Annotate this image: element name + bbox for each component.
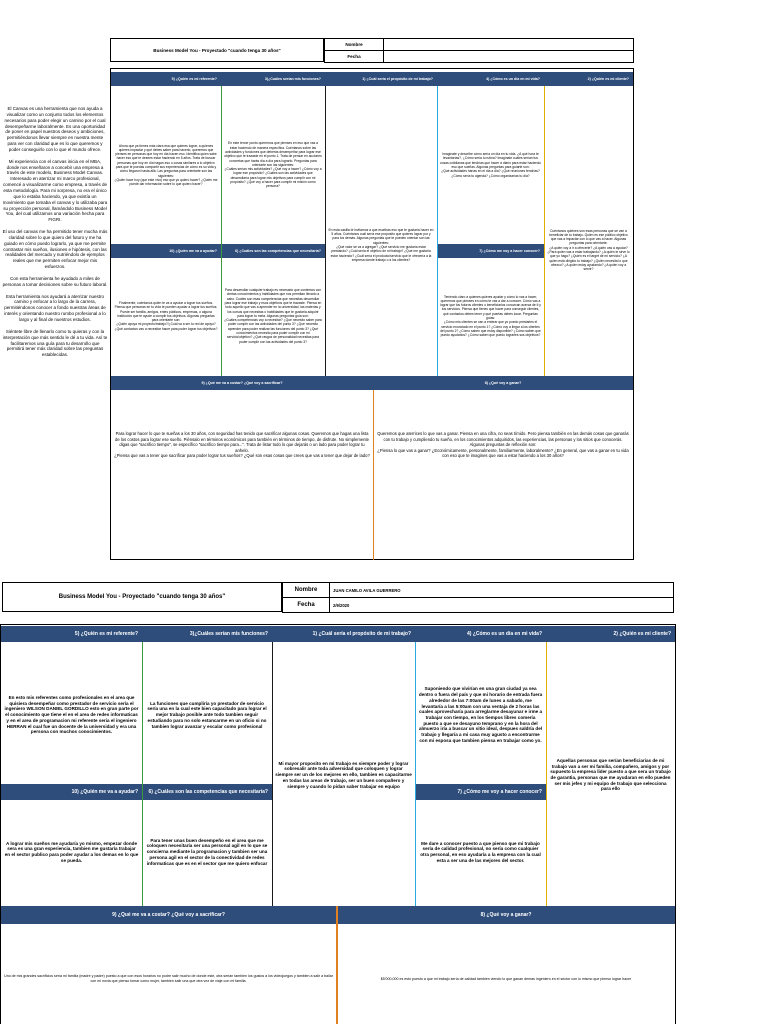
header-conocer: 7) ¿Cómo me voy a hacer conocer? [437, 244, 544, 258]
header-ayuda: 10) ¿Quién me va a ayudar? [111, 244, 221, 258]
filled-header-proposito: 1) ¿Cuál sería el propósito de mi trabajo? [272, 626, 415, 642]
filled-header-conocer: 7) ¿Cómo me voy a hacer conocer? [415, 784, 546, 800]
costo-prompt: Para lograr hacer lo que te sueñas a los 30 años, con seguridad has tenido que sacrificar algunas cosas. Queremos que hagas una lista de los costos para lograr ese sueño. Piénsalo en términos económicos para también en términos de tiempo, de disfrute. No simplemente digas que "sacrifico tiempo", se específico "sacrifico tiempo para...". Trata de listar todo lo que dejarás o un lado para poder lograr tu anhelo. ¿Piensa que vas a tener que sacrificar para poder lograr tus sueños? ¿Qué son esas cosas que crees que vas a tener que dejar de lado? [114, 431, 370, 459]
intro-paragraph: Con esta herramienta he ayudado a miles de personas a tomar decisiones sobre su futuro laboral. [2, 275, 108, 287]
header-cliente: 2) ¿Quién es mi cliente? [544, 72, 633, 86]
filled-title: Business Model You - Proyectado "cuando tenga 30 años" [58, 594, 226, 600]
filled-info-table [282, 582, 674, 613]
ganar-prompt: Queremos que aterrices lo que vas a ganar. Piensa en una cifra, no seas tímido. Pero piensa también en las demás cosas que ganarás con tu trabajo y cumpliendo tu sueño, en los conocimientos adquiridos, las experiencias, las personas y los sitios que conocerás. Algunas preguntas de reflexión son: ¿Piensa lo que vas a ganar? ¿Económicamente, personalmente, familiarmente, laboralmente? ¿En general, que vas a ganar en tu vida con eso que te imagines que vas a estar haciendo a los 30 años? [377, 431, 629, 459]
header-ganar: 8) ¿Qué voy a ganar? [373, 376, 633, 390]
intro-paragraph: Siéntete libre de llenarlo como tu quieras y con la interpretación que más sentido le dé a tu vida. Así te facilitaremos una guía para tu desarrollo que permitirá tener más claridad sobre las preguntas establecidas. [2, 328, 108, 358]
intro-paragraph: Mi experiencia con el canvas inicia en el MBA, donde nos enseñaron a concebir una empresa a través de este modelo, Business Model Canvas. Interesado en aterrizar mi marco profesional, comencé a visualizarme como empresa, a través de esta metodología. Para mi sorpresa, no era el único que lo estaba haciendo, ya que existía un movimiento que tomaba el canvas y lo utilizaba para su proyección personal, llamándolo Business Model You, del cual utilizamos una variación hecha para FIGRI. [2, 158, 108, 223]
header-costo: 9) ¿Qué me va a costar? ¿Qué voy a sacrificar? [111, 376, 373, 390]
dia-answer: Suponiendo que vivirían en una gran ciudad ya sea dentro o fuera del país y que mi horario de entrada fuera alrededor de las 7:00am de lunes a sabado, me levantaría a las 5:00am con una ventaja de 2 horas las cuales aprovecharía para arreglarme desayunar e irme a trabajar con tiempo, en los tiempos libres comería puesto a que se desayuno temprano y en la hora del almuerzo iría a buscar un sitio ideal, despues saldría del trabajo y llegaría a mi casa muy agusto a encontrarme con mi esposa que tambien piensa en trabajar como yo. [418, 686, 543, 743]
filled-fecha-label: Fecha [283, 598, 330, 613]
referente-answer: En esto mis referentes como profesionales en el area que quisiera desempeñar como prestador de servicio sería el ingeniero WILSON DANIEL GORDILLO esto en gran parte por el conocimiento que tiene el en el area de redes informaticas y en el area de programacion mi referente seria el ingeniero HERRAN el cual fue un docente de la universidad y era una persona con muchos conocimientos. [4, 694, 139, 735]
template-title-box [110, 38, 324, 62]
filled-header-costo: 9) ¿Qué me va a costar? ¿Qué voy a sacrificar? [1, 906, 336, 924]
filled-nombre-field[interactable]: JUAN CAMILO AVILA GUERRERO [330, 583, 674, 598]
funciones-prompt: En este tercer punto queremos que pienses en eso que vas a estar haciendo de manera específica. Cuéntanos sobre las actividades y funciones que deberás desempeñar para lograr ese objetivo que te trazaste en el punto 1. Trata de pensar en acciones concretas que harás día a día para lograrlo. Preguntas para orientarte son las siguientes: ¿Cuáles serían mis actividades? ¿Qué voy a hacer? ¿Cómo voy a lograr ese propósito? ¿Cuáles son las actividades que desarrollaría para lograr mis objetivos para cumplir con mi propósito? ¿Qué voy a hacer para cumplir mi misión como persona? [224, 141, 322, 189]
proposito-prompt: En esta casilla te invitamos a que escribas eso que te gustaría hacer en 5 años. Cuéntanos cuál sería ese propósito que quieres lograr por y para los demás. Algunas preguntas que te pueden orientar son las siguientes: ¿Qué valor se va a agregar? ¿Qué servicio me gustaría estar prestando? ¿Cuál sería el objetivo de mi trabajo? ¿Qué me gustaría estar haciendo? ¿Cuál sería el producto/servicio que le ofrecería a la empresa donde trabajo o a los clientes? [328, 227, 434, 262]
template-intro [2, 106, 108, 486]
competencias-prompt: Para desarrollar cualquier trabajo es necesario que contemos con ciertas conocimientos y habilidades que nos permitan llevarlo a cabo. Cuáles son esas competencias que necesitas desarrollar para lograr ese trabajo y esos objetivos que te trazaste. Piensa en todo aquello que vas a aprender en la universidad, las materias y los cursos que necesitas o habilidades que te gustaría adquirir para lograr tu meta. Algunas preguntas guía son: ¿Cuáles competencias voy a necesitar? ¿Qué necesito saber para poder cumplir con las actividades del punto 3? ¿Qué necesito aprender para poder realizar las funciones del punto 3? ¿Qué conocimientos necesito para poder cumplir con mi servicio/objetivo? ¿Qué rasgos de personalidad necesitas para poder cumplir con las actividades del punto 3? [224, 288, 322, 344]
filled-nombre-label: Nombre [283, 583, 330, 598]
filled-header-ganar: 8) ¿Qué voy a ganar? [337, 906, 675, 924]
template-info-table [324, 38, 634, 63]
template-title: Business Model You - Proyectado "cuando tenga 30 años" [153, 47, 281, 53]
cliente-prompt: Cuéntanos quiénes son esas personas que se van a beneficiar de tu trabajo. Quién es ese público objetivo que vas a impactar con lo que vas a hacer. Algunas preguntas para orientarte: ¿A quién voy a ir a ofrecerle? ¿A quién vas a ayudar? ¿Para quién vas a estar trabajando? ¿A quién le sirve lo que yo hago? ¿Quién es el target de mi servicio? ¿A quién está dirigido tu trabajo? ¿Quién necesita lo que ofrezco? ¿A quién estoy ayudando? ¿A quién voy a servir? [547, 228, 630, 272]
proposito-answer: Mi mayor proposito en mi trabajo es siempre poder y lograr sobresalir ante toda adversidad que coloquen y lograr siempre ser un de los mejores en ello, tambien es capacitarme en todas las areas de trabajo, ser un buen compañero y siempre y cuando lo pidan saber trabajar en equipo [275, 760, 412, 789]
filled-header-cliente: 2) ¿Quién es mi cliente? [546, 626, 675, 642]
intro-paragraph: Esta herramienta nos ayudará a aterrizar nuestro camino y enfocar a lo largo de la carrera, permitiéndonos conocer a fondo nuestras áreas de interés y orientando nuestro rumbo profesional a lo largo y al final de nuestros estudios. [4, 293, 106, 322]
header-proposito: 1) ¿Cuál sería el propósito de mi trabajo? [325, 72, 437, 86]
header-funciones: 3)¿Cuáles serían mis funciones? [221, 72, 325, 86]
filled-header-competencias: 6) ¿Cuáles son las competencias que necesitaría? [142, 784, 272, 800]
ayuda-answer: A lograr mis sueños me ayudaría yo mismo, empezar donde sera es una gran experiencia, tambien me gustaría trabajar en el sector publico para poder ayudar a los demas en lo que se pueda. [4, 840, 139, 863]
header-competencias: 6) ¿Cuáles son las competencias que necesitaría? [221, 244, 325, 258]
dia-prompt: Imagínate y describe cómo sería un día en tu vida. ¿A qué hora te levantarías?, ¿Cómo sería tu rutina? Imagínate cuáles serían tus cosas cotidianas que tendrías que hacer a diario para estar haciendo eso que sueñas. Algunas preguntas para guiarte son: ¿Qué actividades harías en el día a día? ¿Qué reuniones tendrías? ¿Cómo sería tu agenda? ¿Cómo organizarías tu día? [440, 152, 541, 178]
header-dia: 4) ¿Cómo es un día en mi vida? [437, 72, 544, 86]
header-referente: 5) ¿Quién es mi referente? [111, 72, 221, 86]
conocer-prompt: Teniendo claro a quienes quieres ayudar y cómo lo vas a hacer, queremos que pienses en cómo te vas a dar a conocer. Cómo vas a lograr que los futuros clientes o beneficiarios conozcan acerca de ti y tus servicios. Piensa qué tienes que hacer para conseguir clientes, qué contactos debes tener y qué puertas debes tocar. Preguntas guías: ¿Cómo mis clientes se van a enterar que yo puedo prestarles el servicio enunciado en el punto 1? ¿Cómo voy a llegar a los clientes del punto 2? ¿Cómo saben que estoy disponible? ¿Cómo saben que puedo ayudarlos? ¿Cómo saben que puedo lograrles sus objetivos? [440, 294, 541, 338]
template-nombre-field[interactable] [384, 39, 634, 51]
costo-answer: Uno de mis grandes sacrificios sería mi familia (madre y padre) puesto a que con esos horarios no podre salir mucho de donde este, otra serian tambien los gustos a los videojuegos y tambien a salir a bailar con mi novia que pienso tomar como mujer, tambien salir una que otra vez de viaje con mi familia. [4, 974, 333, 983]
filled-header-ayuda: 10) ¿Quién me va a ayudar? [1, 784, 142, 800]
conocer-answer: Me dare a conocer puesto a que pienso que mi trabajo sería de calidad profesional, no sería como cualquier otra personal, en eso ayudaría a la empresa con la cual esta a ser una de las mejores del sector. [420, 840, 541, 863]
referente-prompt: Ahora que ya tienes más clara esa que quieres lograr, a quienes quieres impactar y qué debes saber para hacerlo, queremos que pienses en personas que hoy en día hacen eso. Identifica quien sabe hacer eso que te desees estar haciendo en 5 años. Trata de buscar personas que hoy en día hagan eso o cosas similares a lo objetivo para que te puedas compartir sus experiencias de cómo es su vida y cómo llegaron hasta allá. Las preguntas para orientarte son las siguientes: ¿Quién hace hoy (que este vivo) eso que yo quiero hacer? ¿Quién me puede dar información sobre lo que quiero hacer? [114, 143, 218, 187]
intro-paragraph: El uso del canvas me ha permitido tener mucha más claridad sobre lo que quiero del futuro y me ha guiado en cómo puedo lograrlo, ya que me permite contrastar mis sueños, ilusiones e hipótesis, con las realidades del mercado y nutriéndolo de ejemplos reales que me permiten enfocar mejor mis esfuerzos. [2, 229, 108, 270]
template-fecha-label: Fecha [325, 51, 384, 63]
ayuda-prompt: Finalmente, cuéntanos quién te va a ayudar a lograr tus sueños. Piensa que personas en tu vida te pueden ayudar a lograr tus sueños. Puede ser familia, amigos, entes públicos, empresas, o alguna institución que te ayude a cumplir tus objetivos. Algunas preguntas para orientarte son: ¿Quién apoya mi proyecto/trabajo?/¿Cuál va a ser tu red de apoyo? ¿Qué contactos vas a necesitar hacer para poder lograr tus objetivos? [114, 301, 218, 331]
template-fecha-field[interactable] [384, 51, 634, 63]
filled-fecha-field[interactable]: 2/9/2020 [330, 598, 674, 613]
ganar-answer: $5'000,000 es esto puesto a que mi trabajo sería de calidad tambien viendo lo que ganan demas ingeniero en el sector con lo mismo que pienso lograr hacer [380, 976, 632, 981]
intro-paragraph: El Canvas es una herramienta que nos ayuda a visualizar como un conjunto todos los elementos necesarios para poder elegir un camino por el cual desempeñarme laboralmente. Es una oportunidad de poner en papel nuestros deseos y ambiciones, permitiéndonos llevar siempre en nuestra mente para ver con claridad que es lo que queremos y poder conseguirlo con lo que el mundo ofrece. [4, 106, 106, 152]
filled-header-referente: 5) ¿Quién es mi referente? [1, 626, 142, 642]
funciones-answer: La funciones que cumpliría yo prestador de servicio sería una en la cual este bien capacitado para lograr el mejor trabajo posible ante todo tambien seguir estudiando para no solo estancarme en un oficio si no tambien lograr avanzar y escalar como profesional [147, 700, 267, 729]
template-canvas [0, 30, 768, 550]
filled-header-funciones: 3)¿Cuáles serían mis funciones? [142, 626, 272, 642]
filled-canvas [0, 580, 768, 1024]
filled-title-box [2, 582, 282, 612]
cliente-answer: Aquellas personas que serían beneficiarias de mi trabajo van a ser mi familia, compañero, amigos y por supuesto la empresa lider puesto a que sera un trabajo de garantia, personas que me ayudaran en ello pueden ser mis jefes y mi equipo de trabajo que selecciona para ello [550, 757, 671, 792]
competencias-answer: Para tener unas buen desempeño en el area que me coloquen necesitaría ser una personal agil en lo que se concierna mediante la programacion y tambien ser una persona agil en el sector de la conectividad de redes informaticas que es en el sector que me quiero enfocar [146, 837, 268, 866]
filled-header-dia: 4) ¿Cómo es un día en mi vida? [415, 626, 546, 642]
template-nombre-label: Nombre [325, 39, 384, 51]
